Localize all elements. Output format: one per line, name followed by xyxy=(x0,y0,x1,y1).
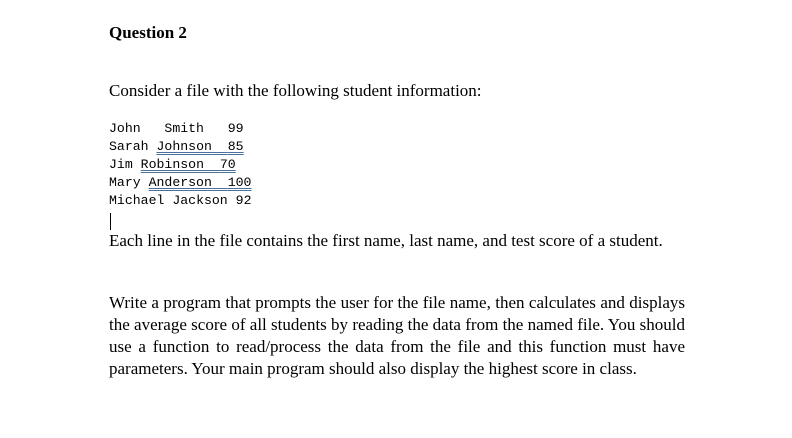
separator xyxy=(141,175,149,190)
last-name: Robinson xyxy=(140,157,204,172)
separator xyxy=(228,193,236,208)
last-name-and-score xyxy=(149,175,252,190)
last-name: Jackson xyxy=(172,193,228,208)
separator xyxy=(133,157,141,172)
test-score: 85 xyxy=(227,139,244,154)
test-score: 100 xyxy=(227,175,252,190)
text-cursor xyxy=(110,213,111,230)
separator xyxy=(212,139,228,154)
test-score: 99 xyxy=(227,121,244,136)
first-name: Jim xyxy=(109,157,133,172)
first-name: John xyxy=(109,121,141,136)
student-record xyxy=(109,138,251,156)
separator xyxy=(212,175,228,190)
first-name: Sarah xyxy=(109,139,149,154)
separator xyxy=(204,157,220,172)
last-name: Smith xyxy=(164,121,204,136)
separator xyxy=(141,121,165,136)
last-name-and-score xyxy=(164,121,243,136)
question-heading: Question 2 xyxy=(109,23,187,42)
last-name-and-score xyxy=(172,193,251,208)
student-record xyxy=(109,120,251,138)
student-record xyxy=(109,174,251,192)
last-name-and-score xyxy=(141,157,236,172)
line-description-paragraph: Each line in the file contains the first name, last name, and test score of a student. xyxy=(109,231,663,250)
test-score: 92 xyxy=(235,193,252,208)
separator xyxy=(204,121,228,136)
student-record xyxy=(109,192,251,210)
first-name: Mary xyxy=(109,175,141,190)
intro-text: Consider a file with the following student information: xyxy=(109,81,482,100)
task-paragraph: Write a program that prompts the user for the file name, then calculates and displays the average score of all students by reading the data from the named file. You should use a function to read/process the data from the file and this function must have parameters. Your main program should also display the highest score in class. xyxy=(109,293,685,378)
test-score: 70 xyxy=(219,157,236,172)
last-name-and-score xyxy=(157,139,244,154)
last-name: Anderson xyxy=(148,175,212,190)
last-name: Johnson xyxy=(156,139,212,154)
student-record xyxy=(109,156,251,174)
separator xyxy=(149,139,157,154)
first-name: Michael xyxy=(109,193,165,208)
student-records xyxy=(109,120,251,210)
